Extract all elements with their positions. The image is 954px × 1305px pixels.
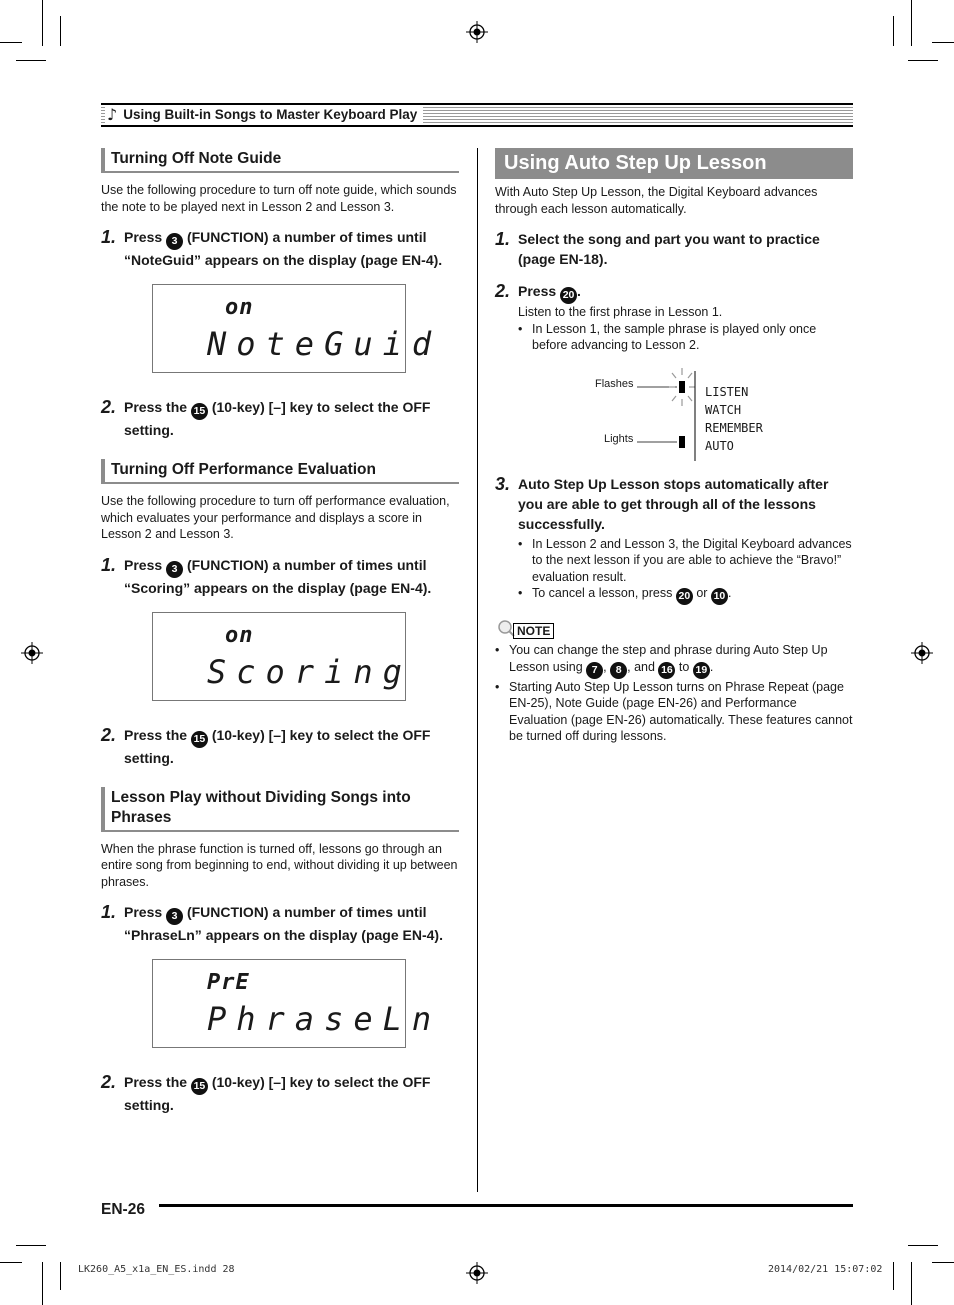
lcd-main-text: PhraseLn <box>207 1000 442 1038</box>
registration-mark-icon <box>466 1262 488 1284</box>
step-text <box>124 1072 459 1115</box>
lights-label: Lights <box>604 432 634 445</box>
bullet-text-part: To cancel a lesson, press <box>532 586 673 600</box>
crop-mark <box>42 1262 43 1305</box>
section-title: Using Auto Step Up Lesson <box>495 148 853 179</box>
section-heading: Turning Off Note Guide <box>101 148 459 173</box>
registration-mark-icon <box>911 642 933 664</box>
lesson-item-watch: WATCH <box>705 402 742 417</box>
bullet-text-part: or <box>696 586 708 600</box>
section-heading: Turning Off Performance Evaluation <box>101 459 459 484</box>
bullet-item <box>518 585 853 605</box>
running-header <box>101 103 853 127</box>
button-number-badge: 10 <box>711 588 728 605</box>
button-number-badge: 16 <box>658 662 675 679</box>
right-column <box>495 148 853 745</box>
lcd-top-text: on <box>225 295 254 320</box>
step-text <box>124 725 459 768</box>
section-intro: With Auto Step Up Lesson, the Digital Keyboard advances through each lesson automatically. <box>495 185 818 216</box>
crop-mark <box>60 16 61 46</box>
lesson-list <box>705 383 763 455</box>
bullet-text: In Lesson 2 and Lesson 3, the Digital Keyboard advances to the next lesson if you are able to achieve the “Bravo!” evaluation result. <box>532 536 852 584</box>
lesson-item-remember: REMEMBER <box>705 420 763 435</box>
bullet-dot: • <box>518 586 523 600</box>
step-text-part: . <box>577 283 581 299</box>
crop-mark <box>0 1262 22 1263</box>
bullet-item <box>518 321 853 354</box>
section-heading: Lesson Play without Dividing Songs into Phrases <box>101 787 459 832</box>
slug-filename: LK260_A5_x1a_EN_ES.indd 28 <box>78 1264 235 1275</box>
step-number: 1. <box>101 554 117 575</box>
crop-mark <box>16 60 46 61</box>
step-number: 2. <box>101 1072 117 1092</box>
crop-mark <box>893 1262 894 1290</box>
step-text-part: Press <box>518 283 557 299</box>
lcd-display <box>152 612 412 701</box>
button-number-badge: 3 <box>166 908 183 925</box>
crop-mark <box>911 1262 912 1305</box>
lcd-top-text: PrE <box>207 970 250 995</box>
step <box>101 725 459 768</box>
step-text <box>518 281 581 304</box>
step-number: 2. <box>101 724 117 745</box>
registration-mark-icon <box>466 21 488 43</box>
column-divider <box>477 148 478 1192</box>
step-subtext: Listen to the first phrase in Lesson 1. <box>518 305 723 319</box>
step-text <box>124 902 459 945</box>
step-number: 1. <box>101 227 117 247</box>
note-item <box>495 679 853 745</box>
button-number-badge: 19 <box>693 662 710 679</box>
crop-mark <box>60 1262 61 1290</box>
step <box>101 1072 459 1115</box>
button-number-badge: 20 <box>560 287 577 304</box>
step-number: 3. <box>495 473 511 494</box>
step <box>495 229 853 269</box>
crop-mark <box>0 42 22 43</box>
bullet-dot: • <box>518 321 523 336</box>
left-column <box>101 148 459 1115</box>
step-text: Auto Step Up Lesson stops automatically after you are able to get through all of the lessons successfully. <box>518 475 829 532</box>
lesson-item-listen: LISTEN <box>705 384 749 399</box>
header-rule <box>101 125 853 127</box>
step-text-part: (10-key) [–] key to select the OFF setting. <box>124 1074 431 1113</box>
step-detail <box>518 304 853 354</box>
button-number-badge: 7 <box>586 662 603 679</box>
section-intro: Use the following procedure to turn off performance evaluation, which evaluates your performance and displays a score in Lesson 2 and Lesson 3. <box>101 494 450 541</box>
header-label <box>105 106 423 124</box>
crop-mark <box>893 16 894 46</box>
note-text-part: , and <box>627 659 655 674</box>
step-text <box>124 555 459 598</box>
lesson-item-auto: AUTO <box>705 438 734 453</box>
step <box>101 555 459 598</box>
registration-mark-icon <box>21 642 43 664</box>
header-title: Using Built-in Songs to Master Keyboard Play <box>123 107 418 122</box>
note-label: NOTE <box>513 623 554 639</box>
slug-timestamp: 2014/02/21 15:07:02 <box>768 1264 883 1275</box>
step-text-part: Press <box>124 904 163 920</box>
bullet-dot: • <box>495 643 500 657</box>
step-number: 2. <box>101 397 117 417</box>
step-text-part: Press the <box>124 1074 188 1090</box>
step-text <box>124 227 459 270</box>
note-header <box>495 619 853 639</box>
lesson-indicator-diagram <box>495 366 853 466</box>
step-text-part: (FUNCTION) a number of times until “PhraseLn” appears on the display (page EN-4). <box>124 904 443 943</box>
step-text-part: Press the <box>124 399 188 415</box>
step <box>495 474 853 534</box>
step <box>101 902 459 945</box>
button-number-badge: 15 <box>191 403 208 420</box>
step-text-part: (FUNCTION) a number of times until “Scoring” appears on the display (page EN-4). <box>124 556 432 596</box>
lcd-display <box>152 959 442 1048</box>
flashes-label: Flashes <box>595 377 634 390</box>
header-rule <box>101 103 853 105</box>
crop-mark <box>932 1262 954 1263</box>
button-number-badge: 3 <box>166 233 183 250</box>
step <box>101 227 459 270</box>
note-list <box>495 642 853 745</box>
lcd-main-text: NoteGuid <box>207 325 442 363</box>
footer-rule <box>159 1204 853 1207</box>
note-text: Starting Auto Step Up Lesson turns on Phrase Repeat (page EN-25), Note Guide (page EN-26) and Performance Evaluation (page EN-26) automatically. These features cannot be turned off during lessons. <box>509 679 853 743</box>
step-number: 1. <box>101 902 117 922</box>
crop-mark <box>42 0 43 46</box>
lcd-display <box>152 284 442 373</box>
note-text <box>509 642 853 679</box>
step <box>495 281 853 304</box>
step-text-part: (10-key) [–] key to select the OFF setting. <box>124 726 431 766</box>
button-number-badge: 3 <box>166 561 183 578</box>
bullet-text-part: . <box>727 586 732 600</box>
button-number-badge: 8 <box>610 662 627 679</box>
page-number: EN-26 <box>101 1201 145 1218</box>
button-number-badge: 20 <box>676 588 693 605</box>
bullet-item <box>518 536 853 586</box>
indicator-graphic <box>635 366 705 466</box>
note-text-part: . <box>709 659 714 674</box>
lcd-main-text: Scoring <box>207 652 412 691</box>
step-text-part: (FUNCTION) a number of times until “NoteGuid” appears on the display (page EN-4). <box>124 229 443 268</box>
bullet-text <box>532 585 731 605</box>
step-text-part: Press <box>124 229 163 245</box>
section-intro: Use the following procedure to turn off note guide, which sounds the note to be played next in Lesson 2 and Lesson 3. <box>101 183 457 214</box>
note-text-part: to <box>678 659 690 674</box>
step <box>101 397 459 440</box>
lcd-top-text: on <box>225 622 254 648</box>
step-number: 2. <box>495 281 511 301</box>
lit-indicator <box>679 436 685 448</box>
button-number-badge: 15 <box>191 1078 208 1095</box>
note-text-part: You can change the step and phrase during Auto Step Up Lesson using <box>509 643 828 674</box>
section-intro: When the phrase function is turned off, lessons go through an entire song from beginning to end, without dividing it up between phrases. <box>101 841 458 889</box>
note-text-part: , <box>603 659 607 674</box>
music-note-icon: ♪ <box>107 105 118 124</box>
step-text: Select the song and part you want to practice (page EN-18). <box>518 231 820 267</box>
crop-mark <box>932 42 954 43</box>
crop-mark <box>908 1245 938 1246</box>
note-item <box>495 642 853 679</box>
crop-mark <box>908 60 938 61</box>
step-text <box>124 397 459 440</box>
button-number-badge: 15 <box>191 731 208 748</box>
bullet-text: In Lesson 1, the sample phrase is played only once before advancing to Lesson 2. <box>532 321 817 352</box>
step-text-part: (10-key) [–] key to select the OFF setting. <box>124 399 431 438</box>
bullet-dot: • <box>495 679 500 694</box>
flashing-indicator <box>679 381 685 393</box>
crop-mark <box>16 1245 46 1246</box>
step-text-part: Press the <box>124 726 188 743</box>
step-detail <box>518 536 853 606</box>
step-number: 1. <box>495 229 511 249</box>
bullet-dot: • <box>518 536 523 551</box>
step-text-part: Press <box>124 556 163 573</box>
crop-mark <box>911 0 912 46</box>
